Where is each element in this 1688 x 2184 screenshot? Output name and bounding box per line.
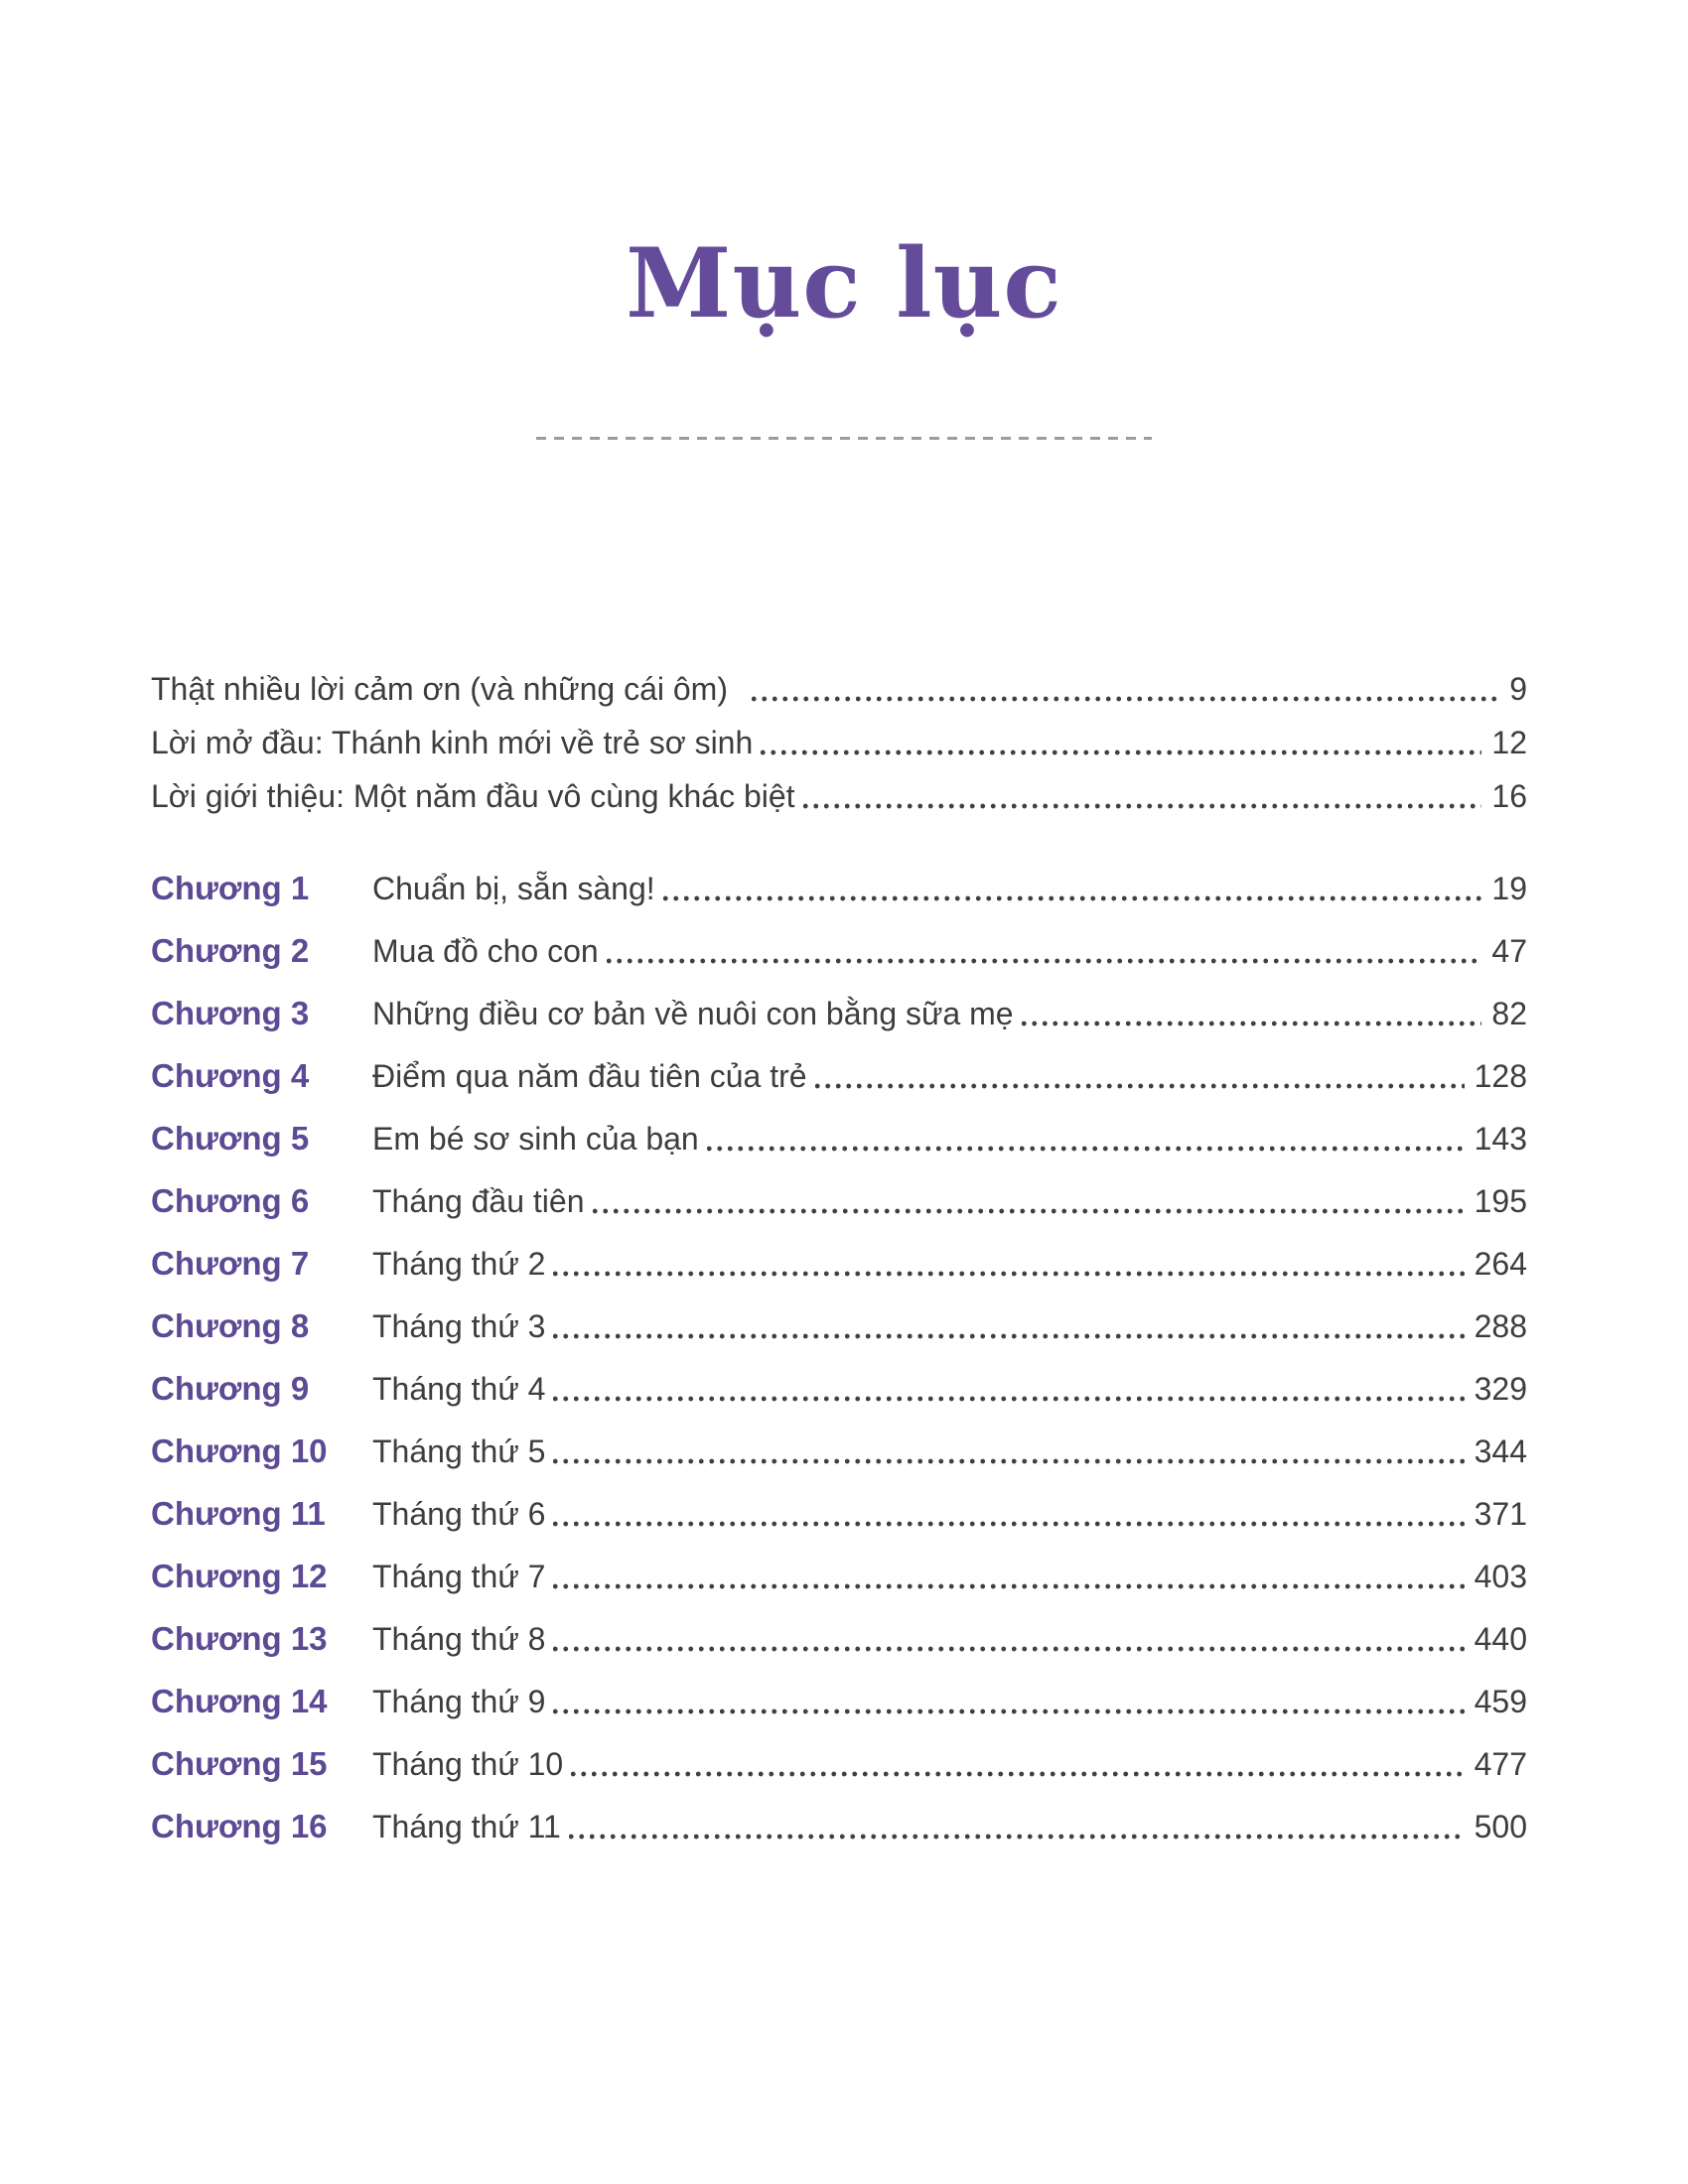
chapter-label: Chương 3 xyxy=(151,995,310,1031)
page-number: 128 xyxy=(1474,1058,1527,1094)
dot-leader xyxy=(815,1083,1465,1089)
chapter-title: Điểm qua năm đầu tiên của trẻ xyxy=(372,1058,807,1094)
toc-entry-preface[interactable] xyxy=(151,725,1527,760)
chapter-title: Tháng đầu tiên xyxy=(372,1183,585,1219)
dot-leader xyxy=(571,1771,1464,1777)
chapter-title: Tháng thứ 4 xyxy=(372,1371,546,1407)
chapter-label: Chương 7 xyxy=(151,1245,310,1282)
chapter-label: Chương 1 xyxy=(151,870,310,906)
page-number: 371 xyxy=(1474,1496,1527,1532)
chapter-list xyxy=(151,869,1527,1846)
page-number: 9 xyxy=(1509,671,1527,707)
chapter-title: Mua đồ cho con xyxy=(372,933,599,969)
chapter-title: Tháng thứ 5 xyxy=(372,1433,546,1469)
toc-entry-chapter-14[interactable] xyxy=(151,1682,1527,1721)
toc-entry-chapter-10[interactable] xyxy=(151,1432,1527,1471)
chapter-label: Chương 13 xyxy=(151,1620,328,1657)
page-number: 195 xyxy=(1474,1183,1527,1219)
chapter-title: Tháng thứ 11 xyxy=(372,1809,561,1844)
chapter-label: Chương 10 xyxy=(151,1433,328,1469)
page-number: 440 xyxy=(1474,1621,1527,1657)
dot-leader xyxy=(593,1208,1465,1214)
page-number: 459 xyxy=(1474,1684,1527,1719)
chapter-title: Tháng thứ 10 xyxy=(372,1746,564,1782)
chapter-label: Chương 6 xyxy=(151,1182,310,1219)
dot-leader xyxy=(663,895,1482,901)
toc-entry-chapter-13[interactable] xyxy=(151,1619,1527,1659)
page-number: 16 xyxy=(1491,778,1527,814)
toc-entry-chapter-11[interactable] xyxy=(151,1494,1527,1534)
chapter-label: Chương 15 xyxy=(151,1745,328,1782)
toc-entry-chapter-3[interactable] xyxy=(151,994,1527,1033)
chapter-title: Tháng thứ 8 xyxy=(372,1621,546,1657)
dot-leader xyxy=(707,1146,1465,1152)
page-number: 288 xyxy=(1474,1308,1527,1344)
table-of-contents xyxy=(151,671,1527,1869)
toc-entry-chapter-4[interactable] xyxy=(151,1056,1527,1096)
chapter-title: Chuẩn bị, sẵn sàng! xyxy=(372,871,655,906)
toc-entry-chapter-12[interactable] xyxy=(151,1557,1527,1596)
page-number: 264 xyxy=(1474,1246,1527,1282)
toc-entry-introduction[interactable] xyxy=(151,778,1527,814)
dot-leader xyxy=(803,803,1482,809)
chapter-title: Tháng thứ 9 xyxy=(372,1684,546,1719)
chapter-label: Chương 5 xyxy=(151,1120,310,1157)
toc-entry-acknowledgments[interactable] xyxy=(151,671,1527,707)
page-number: 82 xyxy=(1491,996,1527,1031)
chapter-title: Em bé sơ sinh của bạn xyxy=(372,1121,699,1157)
dot-leader xyxy=(752,696,1499,702)
page-number: 403 xyxy=(1474,1559,1527,1594)
dot-leader xyxy=(569,1834,1465,1840)
chapter-label: Chương 8 xyxy=(151,1307,310,1344)
dot-leader xyxy=(607,958,1482,964)
chapter-label: Chương 4 xyxy=(151,1057,310,1094)
page-number: 19 xyxy=(1491,871,1527,906)
dot-leader xyxy=(553,1521,1464,1527)
dot-leader xyxy=(553,1271,1464,1277)
dot-leader xyxy=(553,1708,1464,1714)
chapter-title: Tháng thứ 2 xyxy=(372,1246,546,1282)
toc-entry-chapter-7[interactable] xyxy=(151,1244,1527,1284)
toc-entry-chapter-16[interactable] xyxy=(151,1807,1527,1846)
chapter-label: Chương 2 xyxy=(151,932,310,969)
dot-leader xyxy=(553,1646,1464,1652)
toc-entry-chapter-8[interactable] xyxy=(151,1306,1527,1346)
chapter-label: Chương 14 xyxy=(151,1683,328,1719)
page-number: 477 xyxy=(1474,1746,1527,1782)
dot-leader xyxy=(553,1583,1464,1589)
toc-entry-title: Lời mở đầu: Thánh kinh mới về trẻ sơ sinh xyxy=(151,725,754,760)
toc-entry-title: Lời giới thiệu: Một năm đầu vô cùng khác biệt xyxy=(151,778,795,814)
toc-entry-chapter-6[interactable] xyxy=(151,1181,1527,1221)
chapter-label: Chương 9 xyxy=(151,1370,310,1407)
dot-leader xyxy=(553,1396,1464,1402)
chapter-label: Chương 11 xyxy=(151,1495,326,1532)
page-number: 329 xyxy=(1474,1371,1527,1407)
dot-leader xyxy=(553,1458,1464,1464)
page-title: Mục lục xyxy=(626,227,1062,340)
dot-leader xyxy=(553,1333,1464,1339)
toc-entry-chapter-2[interactable] xyxy=(151,931,1527,971)
chapter-title: Những điều cơ bản về nuôi con bằng sữa mẹ xyxy=(372,996,1014,1031)
dot-leader xyxy=(1022,1021,1482,1026)
chapter-title: Tháng thứ 6 xyxy=(372,1496,546,1532)
dot-leader xyxy=(761,750,1481,755)
page-number: 143 xyxy=(1474,1121,1527,1157)
dashed-separator xyxy=(536,437,1152,440)
chapter-title: Tháng thứ 3 xyxy=(372,1308,546,1344)
front-matter-list xyxy=(151,671,1527,814)
page-number: 12 xyxy=(1491,725,1527,760)
chapter-title: Tháng thứ 7 xyxy=(372,1559,546,1594)
toc-entry-chapter-5[interactable] xyxy=(151,1119,1527,1159)
toc-entry-chapter-15[interactable] xyxy=(151,1744,1527,1784)
toc-entry-chapter-1[interactable] xyxy=(151,869,1527,908)
toc-entry-chapter-9[interactable] xyxy=(151,1369,1527,1409)
toc-entry-title: Thật nhiều lời cảm ơn (và những cái ôm) xyxy=(151,671,728,707)
page-number: 47 xyxy=(1491,933,1527,969)
page-number: 500 xyxy=(1474,1809,1527,1844)
chapter-label: Chương 16 xyxy=(151,1808,328,1844)
chapter-label: Chương 12 xyxy=(151,1558,328,1594)
page-number: 344 xyxy=(1474,1433,1527,1469)
